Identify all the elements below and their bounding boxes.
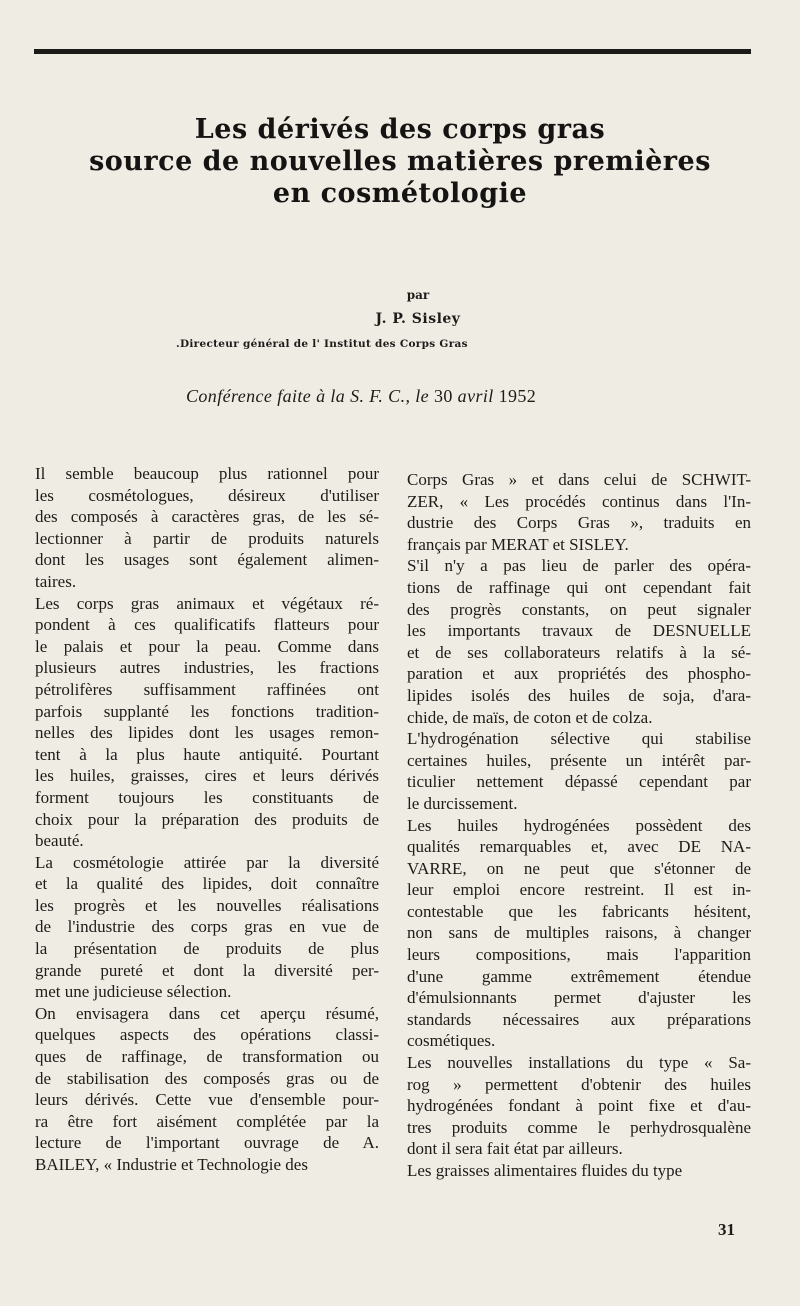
paragraph (407, 815, 751, 1053)
text-line: paration et aux propriétés des phospho- (407, 664, 751, 684)
text-line: les huiles, graisses, cires et leurs dérivés (35, 766, 379, 786)
title-line: Les dérivés des corps gras (194, 114, 606, 145)
text-line: standards nécessaires aux préparations (407, 1009, 751, 1029)
text-line: ra être fort aisément complétée par la (35, 1111, 379, 1131)
article-title (20, 114, 780, 210)
text-line: des progrès constants, on peut signaler (407, 599, 751, 619)
text-line: dont les usages sont également alimen- (35, 550, 379, 570)
text-line: plusieurs autres industries, les fractions (35, 658, 379, 678)
text-line: quelques aspects des opérations classi- (35, 1025, 379, 1045)
title-line: en cosmétologie (272, 178, 528, 209)
conference-text: Conférence faite à la S. F. C., le (186, 386, 434, 406)
text-line: leur emploi encore restreint. Il est in- (407, 880, 751, 900)
text-line: tions de raffinage qui ont cependant fait (407, 577, 751, 597)
text-line: lectionner à partir de produits naturels (35, 528, 379, 548)
text-line: des composés à caractères gras, de les sé- (35, 507, 379, 527)
text-line: lecture de l'important ouvrage de A. (35, 1133, 379, 1153)
text-line: et de ses collaborateurs relatifs à la sé- (407, 642, 751, 662)
text-line: qualités remarquables et, avec DE NA- (407, 837, 751, 857)
text-line: On envisagera dans cet aperçu résumé, (35, 1003, 379, 1023)
text-line: chide, de maïs, de coton et de colza. (407, 707, 653, 727)
text-line: ZER, « Les procédés continus dans l'In- (407, 491, 751, 511)
text-line: Les huiles hydrogénées possèdent des (407, 815, 751, 835)
text-line: grande pureté et dont la diversité per- (35, 960, 379, 980)
text-line: cosmétiques. (407, 1031, 496, 1051)
page-number: 31 (718, 1220, 735, 1239)
author-affiliation: .Directeur général de l' Institut des Corps Gras (176, 338, 468, 350)
text-line: tent à la plus haute antiquité. Pourtant (35, 744, 379, 764)
text-line: le palais et pour la peau. Comme dans (35, 636, 379, 656)
text-line: Les nouvelles installations du type « Sa- (407, 1053, 751, 1073)
text-line: les progrès et les nouvelles réalisations (35, 895, 379, 915)
right-column (407, 469, 751, 1182)
paragraph (407, 728, 751, 814)
text-line: français par MERAT et SISLEY. (407, 534, 629, 554)
text-line: VARRE, on ne peut que s'étonner de (407, 858, 751, 878)
text-line: choix pour la préparation des produits de (35, 809, 379, 829)
text-line: le durcissement. (407, 793, 518, 813)
text-line: et la qualité des lipides, doit connaître (35, 874, 379, 894)
text-line: BAILEY, « Industrie et Technologie des (35, 1155, 308, 1174)
paragraph (407, 469, 751, 555)
text-line: ticulier nettement dépassé cependant par (407, 772, 751, 792)
text-line: non sans de multiples raisons, à changer (407, 923, 751, 943)
text-line: de stabilisation des composés gras ou de (35, 1068, 379, 1088)
text-line: d'une gamme extrêmement étendue (407, 966, 751, 986)
text-line: de l'industrie des corps gras en vue de (35, 917, 379, 937)
paragraph (35, 593, 379, 852)
text-line: les cosmétologues, désireux d'utiliser (35, 485, 379, 505)
text-line: Les corps gras animaux et végétaux ré- (35, 593, 379, 613)
text-line: met une judicieuse sélection. (35, 982, 232, 1002)
text-line: leurs compositions, mais l'apparition (407, 945, 751, 965)
text-line: la présentation de produits de plus (35, 939, 379, 959)
text-line: pétrolifères suffisamment raffinées ont (35, 679, 379, 699)
paragraph (35, 463, 379, 593)
text-line: La cosmétologie attirée par la diversité (35, 852, 379, 872)
paragraph (407, 1160, 751, 1182)
text-line: beauté. (35, 831, 84, 851)
paragraph (407, 555, 751, 728)
title-line: source de nouvelles matières premières (89, 146, 711, 177)
text-line: Les graisses alimentaires fluides du type (407, 1161, 683, 1180)
paragraph (407, 1052, 751, 1160)
text-line: ques de raffinage, de transformation ou (35, 1047, 379, 1067)
text-line: L'hydrogénation sélective qui stabilise (407, 729, 751, 749)
text-line: forment toujours les constituants de (35, 787, 379, 807)
text-line: nelles des lipides dont les usages remon- (35, 723, 379, 743)
conference-month: avril (452, 386, 499, 406)
text-line: Il semble beaucoup plus rationnel pour (35, 464, 379, 483)
text-line: pondent à ces qualificatifs flatteurs pour (35, 615, 379, 635)
text-line: d'émulsionnants permet d'ajuster les (407, 988, 751, 1008)
paragraph (35, 1003, 379, 1176)
text-line: S'il n'y a pas lieu de parler des opéra- (407, 556, 751, 576)
text-line: dont il sera fait état par ailleurs. (407, 1139, 623, 1159)
header-rule (34, 49, 751, 54)
text-line: contestable que les fabricants hésitent, (407, 901, 751, 921)
text-line: Corps Gras » et dans celui de SCHWIT- (407, 470, 751, 489)
conference-note (186, 386, 626, 407)
text-line: taires. (35, 571, 77, 591)
paragraph (35, 852, 379, 1003)
left-column (35, 463, 379, 1176)
text-line: parfois supplanté les fonctions tradition- (35, 701, 379, 721)
conference-year: 1952 (498, 386, 537, 406)
text-line: dustrie des Corps Gras », traduits en (407, 513, 751, 533)
text-line: leurs dérivés. Cette vue d'ensemble pour- (35, 1090, 379, 1110)
text-line: tres produits comme le perhydrosqualène (407, 1117, 751, 1137)
text-line: hydrogénées fondant à point fixe et d'au- (407, 1096, 751, 1116)
text-line: les importants travaux de DESNUELLE (407, 621, 751, 641)
text-line: lipides isolés des huiles de soja, d'ara- (407, 685, 751, 705)
text-line: certaines huiles, présente un intérêt par- (407, 750, 751, 770)
byline-par: par (406, 288, 430, 302)
text-line: rog » permettent d'obtenir des huiles (407, 1074, 751, 1094)
conference-day: 30 (433, 386, 453, 406)
author-name: J. P. Sisley (375, 311, 461, 327)
